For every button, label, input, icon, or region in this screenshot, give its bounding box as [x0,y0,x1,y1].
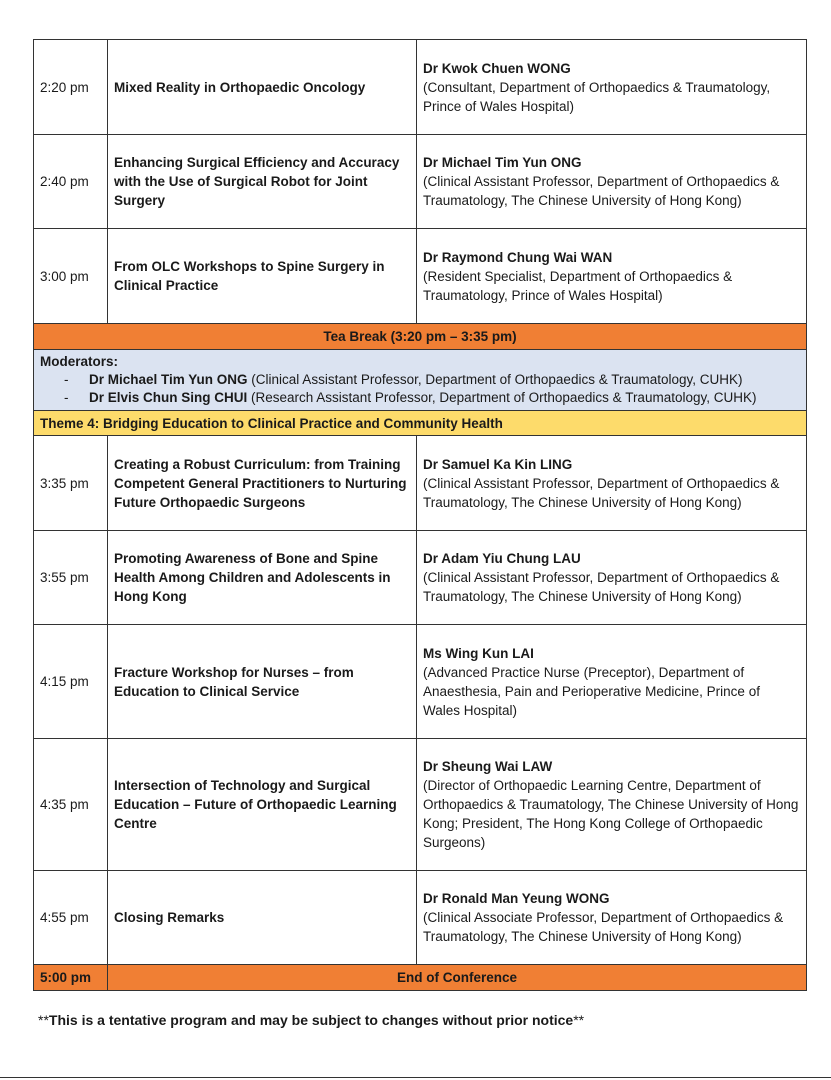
session-time: 4:55 pm [34,871,108,965]
session-title: Promoting Awareness of Bone and Spine Health Among Children and Adolescents in Hong Kong [108,531,417,625]
session-row [34,436,807,531]
moderator-role: (Research Assistant Professor, Department of Orthopaedics & Traumatology, CUHK) [247,390,757,405]
session-title: Closing Remarks [108,871,417,965]
session-speaker [417,135,807,229]
session-time: 4:15 pm [34,625,108,739]
session-row [34,625,807,739]
speaker-name: Dr Michael Tim Yun ONG [423,155,582,170]
session-speaker [417,40,807,135]
theme-label: Theme 4: Bridging Education to Clinical Practice and Community Health [34,411,807,436]
session-row [34,40,807,135]
program-table [33,39,807,991]
session-row [34,739,807,871]
speaker-affiliation: (Resident Specialist, Department of Orthopaedics & Traumatology, Prince of Wales Hospital) [423,268,733,303]
speaker-affiliation: (Advanced Practice Nurse (Preceptor), Department of Anaesthesia, Pain and Perioperative Medicine, Prince of Wales Hospital) [423,664,760,718]
session-title: From OLC Workshops to Spine Surgery in Clinical Practice [108,229,417,324]
session-time: 3:35 pm [34,436,108,531]
speaker-name: Ms Wing Kun LAI [423,645,534,661]
moderators-cell [34,350,807,411]
session-speaker [417,531,807,625]
end-label: End of Conference [108,965,807,991]
dash-bullet: - [64,372,69,387]
session-time: 2:40 pm [34,135,108,229]
moderators-label: Moderators: [40,354,119,369]
session-time: 2:20 pm [34,40,108,135]
session-title: Intersection of Technology and Surgical Education – Future of Orthopaedic Learning Centre [108,739,417,871]
moderator-item [40,371,800,389]
tea-break-row [34,324,807,350]
speaker-affiliation: (Clinical Assistant Professor, Department of Orthopaedics & Traumatology, The Chinese University of Hong Kong) [423,570,780,604]
session-row [34,229,807,324]
session-time: 3:00 pm [34,229,108,324]
speaker-affiliation: (Clinical Associate Professor, Department of Orthopaedics & Traumatology, The Chinese University of Hong Kong) [423,910,784,944]
session-title: Creating a Robust Curriculum: from Training Competent General Practitioners to Nurturing Future Orthopaedic Surgeons [108,436,417,531]
moderator-item [40,389,800,407]
moderator-name: Dr Michael Tim Yun ONG [89,372,248,387]
note-stars: ** [573,1012,585,1028]
session-time: 3:55 pm [34,531,108,625]
tea-break-label: Tea Break (3:20 pm – 3:35 pm) [34,324,807,350]
dash-bullet: - [64,390,69,405]
session-title: Enhancing Surgical Efficiency and Accuracy with the Use of Surgical Robot for Joint Surgery [108,135,417,229]
theme-row [34,411,807,436]
speaker-name: Dr Ronald Man Yeung WONG [423,891,610,906]
speaker-affiliation: (Clinical Assistant Professor, Department of Orthopaedics & Traumatology, The Chinese University of Hong Kong) [423,174,780,208]
end-time: 5:00 pm [34,965,108,991]
note-text: This is a tentative program and may be subject to changes without prior notice [48,1012,574,1028]
session-row [34,135,807,229]
moderators-row [34,350,807,411]
session-row [34,531,807,625]
session-title: Mixed Reality in Orthopaedic Oncology [108,40,417,135]
session-speaker [417,871,807,965]
session-speaker [417,436,807,531]
speaker-affiliation: (Consultant, Department of Orthopaedics & Traumatology, Prince of Wales Hospital) [423,79,771,114]
session-speaker [417,229,807,324]
moderator-name: Dr Elvis Chun Sing CHUI [89,390,248,405]
footer-divider [0,1077,831,1078]
speaker-name: Dr Raymond Chung Wai WAN [423,249,613,265]
end-row [34,965,807,991]
speaker-affiliation: (Clinical Assistant Professor, Department of Orthopaedics & Traumatology, The Chinese University of Hong Kong) [423,475,780,510]
tentative-note [38,1012,584,1028]
speaker-name: Dr Sheung Wai LAW [423,759,553,774]
speaker-affiliation: (Director of Orthopaedic Learning Centre, Department of Orthopaedics & Traumatology, The Chinese University of Hong Kong; President, The Hong Kong College of Orthopaedic Surgeons) [423,778,799,850]
note-stars: ** [38,1012,49,1028]
speaker-name: Dr Adam Yiu Chung LAU [423,551,581,566]
session-speaker [417,739,807,871]
session-row [34,871,807,965]
moderator-role: (Clinical Assistant Professor, Department of Orthopaedics & Traumatology, CUHK) [247,372,743,387]
session-speaker [417,625,807,739]
speaker-name: Dr Kwok Chuen WONG [423,60,571,76]
speaker-name: Dr Samuel Ka Kin LING [423,456,573,472]
session-title: Fracture Workshop for Nurses – from Education to Clinical Service [108,625,417,739]
session-time: 4:35 pm [34,739,108,871]
